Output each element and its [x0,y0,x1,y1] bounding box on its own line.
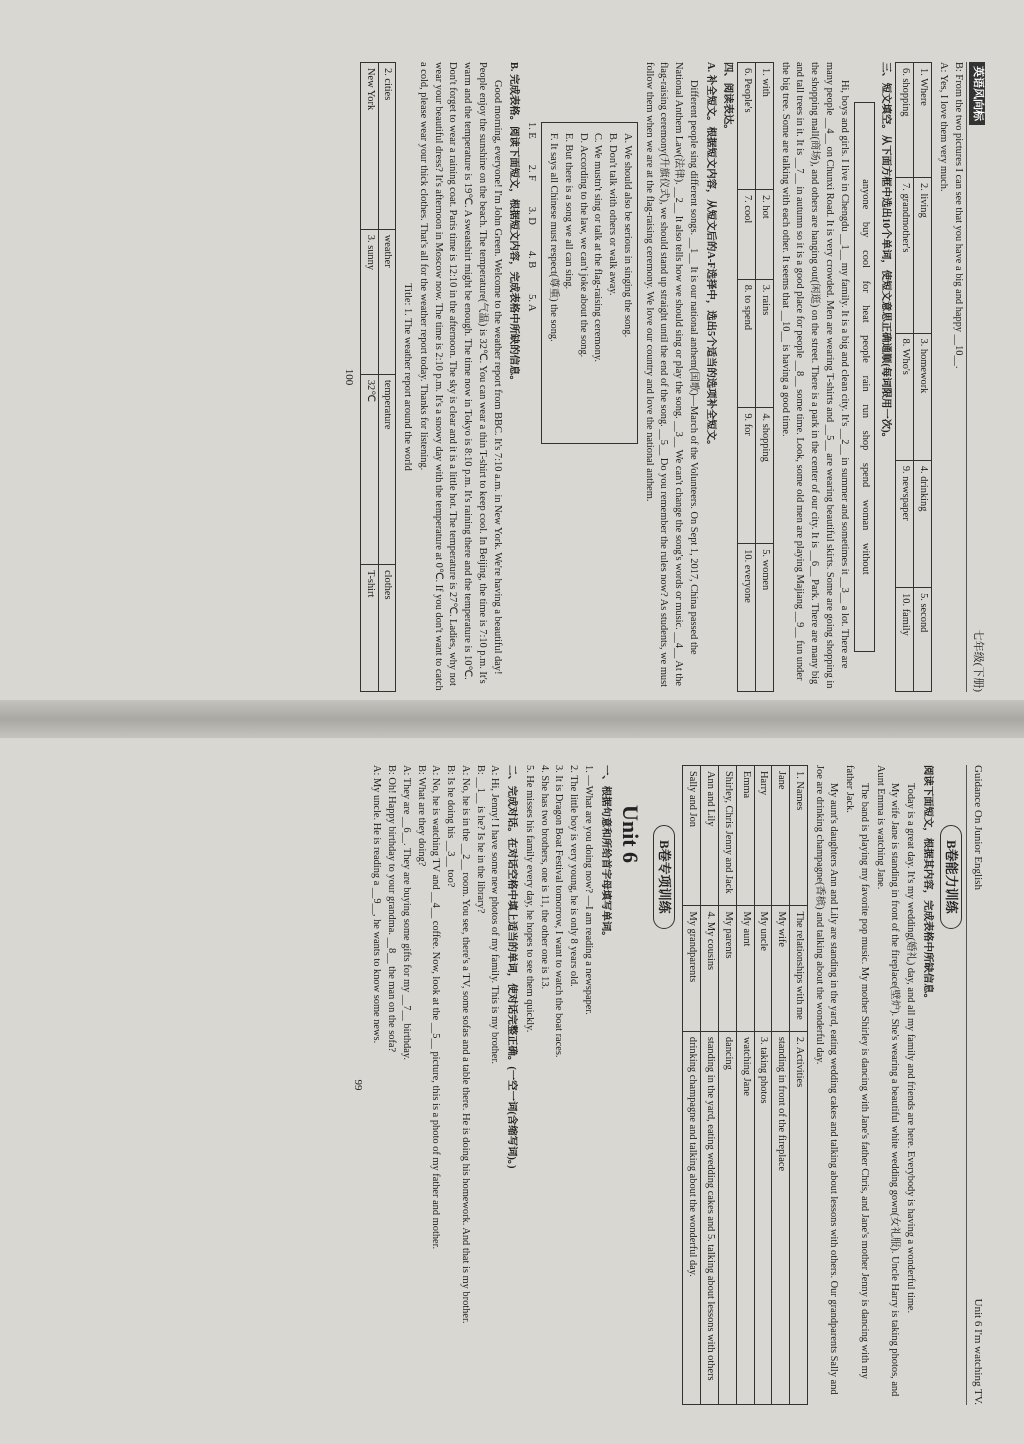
section-heading: 一、根据句意和所给首字母填写单词。 [599,765,611,942]
option-item: C. We mustn't sing or talk at the flag-raising ceremony. [592,133,604,362]
paragraph: My wife Jane is standing in front of the fireplace(壁炉). She's wearing a beautiful white wedding gown(女礼服). Uncle Harry is taking photos, and Aunt Emma is watching Jane. [874,765,901,1397]
word-box: anyone buy cool for heat people rain run shop spend woman without [854,102,875,652]
answer-table [895,62,932,692]
paragraph: The band is playing my favorite pop music. My mother Shirley is dancing with Jane's father Chris, and Jane's mother Jenny is dancing with my father Jack. [844,765,870,1379]
table-cell: My uncle [754,906,772,1031]
book-title: Guidance On Junior English [972,765,984,890]
table-cell: 8. Who's [896,333,914,460]
option-answers [523,122,538,692]
list-item: 2. The little boy is very young, he is only 8 years old. [568,765,580,987]
table-cell: 2. cities [378,63,396,230]
page-header [966,62,985,692]
grade-label: 七年级(下册) [972,629,984,692]
page-99 [349,765,985,1405]
table-cell: 7. grandmother's [896,178,914,333]
table-cell: My aunt [736,906,754,1031]
answer-item: 4. B [526,250,538,269]
table-cell: standing in the yard, eating wedding cakes and 5. talking about lessons with others [701,1031,719,1404]
table-cell: 4. My cousins [701,906,719,1031]
table-cell: Sally and Jon [683,766,701,906]
table-title: Title: 1. The weather report around the world [402,283,414,471]
option-item: B. Don't talk with others or walk away. [607,133,619,296]
paragraph: Today is a great day. It's my wedding(婚礼) day, and all my family and friends are here. Everybody is having a wonderful time. [905,783,917,1314]
table-cell: 5. second [914,588,932,692]
weather-table [360,62,397,692]
table-cell: 6. People's [738,63,756,190]
cloze-passage: Hi, boys and girls. I live in Chengdu __1__ my family. It is a big and clean city. It's __2__ in summer and sometimes it __3__ a lot. There are many people __4__ on Chunxi Road. It is very crowded. Men are wearing T-shirts and __5__ are wearing beautiful skirts. Some are going shopping in the shopping mall(商场), and others are hanging out(闲逛) on the street. There is a park in the center of our city. It is __6__ Park. There are many big and tall trees in it. It is __7__ in autumn so it is a good place for people __8__ some time. Look, some old men are playing Majiang __9__ fun under the big tree. Some are talking with each other. It seems that __10__ is having a good time. [779,62,850,689]
table-header: The relationships with me [790,906,808,1031]
list-item: 4. She has two brothers, one is 11, the other one is 13. [538,765,550,990]
paragraph: My aunt's daughters Ann and Lily are standing in the yard, eating wedding cakes and talking about lessons with others. Our grandparents Sally and Joe are drinking champagne(香槟) and talking about the wonderful day. [813,765,840,1395]
option-item: E. But there is a song we all can sing. [562,133,574,290]
table-cell: 4. drinking [914,460,932,587]
table-cell: My grandparents [683,906,701,1031]
dialogue-line: A: They are __6__. They are buying some gifts for my __7__ birthday. [400,765,412,1061]
page-number: 99 [351,1079,364,1091]
table-cell: 3. sunny [360,229,378,374]
table-cell: 9. for [738,408,756,544]
answer-item: 3. D [526,206,538,225]
table-cell: My wife [772,906,790,1031]
list-item: 3. It is Dragon Boat Festival tomorrow, I want to watch the boat races. [553,765,565,1058]
table-cell: 2. living [914,178,932,333]
dialogue-line: B: Oh! Happy birthday to your grandma. __8__ the man on the sofa? [386,765,398,1053]
dialogue-line: A: Yes, I love them very much. [937,62,949,192]
dialogue-line: B: __1__ is he? Is he in the library? [474,765,486,914]
cloze-answer-table [737,62,774,692]
dialogue-line: A: No, he is watching TV and __4__ coffee. Now, look at the __5__ picture, this is a photo of my father and mother. [430,765,442,1250]
table-cell: standing in front of the fireplace [772,1031,790,1404]
dialogue-line: A: Hi, Jenny! I have some new photos of my family. This is my brother. [489,765,501,1064]
section-heading: 三、短文填空。从下面方框中选出10个单词，使短文意思正确通顺(每词限用一次)。 [880,62,892,443]
dialogue-line: A: No, he is in the __2__ room. You see, there's a TV, some sofas and a table there. He is doing his homework. And that is my brother. [459,765,471,1324]
table-cell: 2. hot [756,189,774,279]
table-cell: drinking champagne and talking about the wonderful day. [683,1031,701,1404]
table-cell: 1. Where [914,63,932,178]
table-cell: dancing [718,1031,736,1404]
dialogue-line: A: My uncle. He is reading a __9__, he wants to know some news. [371,765,383,1044]
options-box [541,122,638,444]
table-cell: Harry [754,766,772,906]
table-cell: 3. rains [756,279,774,408]
table-cell: 7. cool [738,189,756,279]
table-cell: New York [360,63,378,230]
relationship-table [682,765,807,1405]
table-cell: 6. shopping [896,63,914,178]
table-cell: 3. homework [914,333,932,460]
page-header [966,765,985,1405]
page-99-region [0,735,1024,1444]
table-cell: clothes [378,565,396,692]
table-header: 2. Activities [790,1031,808,1404]
table-cell: weather [378,229,396,374]
option-item: D. According to the law, we can't joke about the song. [577,133,589,358]
table-cell: 8. to spend [738,279,756,408]
table-cell: 1. with [756,63,774,190]
table-cell: Jane [772,766,790,906]
unit-title: Unit 6 I'm watching TV. [972,1298,984,1405]
dialogue-line: B: From the two pictures I can see that you have a big and happy __10__. [953,62,965,369]
list-item: 5. He misses his family every day, he hopes to see them quickly. [523,765,535,1033]
table-cell: temperature [378,374,396,564]
dialogue-line: B: What are they doing? [415,765,427,867]
page-100 [340,62,985,692]
table-cell: 9. newspaper [896,460,914,587]
section-badge: B卷专项训练 [653,825,675,929]
brand-label: 英语风向标 [969,62,985,125]
table-cell: Ann and Lily [701,766,719,906]
table-cell: T-shirt [360,565,378,692]
table-cell: 3. taking photos [754,1031,772,1404]
answer-item: 5. A [526,294,538,312]
table-cell: My parents [718,906,736,1031]
option-item: F. It says all Chinese must respect(尊重) the song. [548,133,560,342]
page-100-region [0,0,1024,705]
reading-passage: Different people sing different songs. __1__ It is our national anthem(国歌)—March of the Volunteers. On Sept 1, 2017, China passed the National Anthem Law(法律). __2__ It also tells how we should sing or play the song. __3__ We can't change the song's words or music. __4__ At the flag-raising ceremony(升旗仪式), we should stand up straight until the end of the song. __5__ Do you remember the rules now? As students, we must follow them when we are at the flag-raising ceremony. We love our country and love the national anthem. [643,62,699,688]
table-cell: 5. women [756,544,774,692]
option-item: A. We should also be serious in singing the song. [621,133,633,338]
table-cell: Shirley, Chris Jenny and Jack [718,766,736,906]
section-subheading: A. 补全短文。根据短文内容，从短文后的A-F选择中，选出5个适当的选项补全短文。 [704,62,716,451]
table-cell: watching Jane [736,1031,754,1404]
table-cell: 10. family [896,588,914,692]
section-heading: 四、阅读表达。 [722,62,734,135]
dialogue-line: B: Is he doing his __3__ too? [445,765,457,888]
list-item: 1. —What are you doing now? —I am reading a newspaper. [583,765,594,1015]
table-header: 1. Names [790,766,808,906]
section-subheading: B. 完成表格。阅读下面短文，根据短文内容，完成表格中所缺的信息。 [508,62,520,386]
unit-heading: Unit 6 [618,805,643,864]
table-cell: 32℃ [360,374,378,564]
weather-passage: Good morning, everyone! I'm John Green. Welcome to the weather report from BBC. It's 7:10 a.m. in New York. We're having a beautiful day! People enjoy the sunshine on the beach. The temperature(气温) is 32℃. You can wear a thin T-shirt to keep cool. In Beijing, the time is 7:10 p.m. It's warm and the temperature is 19℃. A sweatshirt might be enough. The time now in Tokyo is 8:10 p.m. It's raining there and the temperature is 10℃. Don't forget to wear a raining coat. Paris time is 12:10 in the afternoon. The sky is clear and it is a little hot. The temperature is 27℃. Ladies, why not wear your beautiful dress? It's afternoon in Moscow now. The time is 2:10 p.m. It's a snowy day with the temperature at 0℃. If you don't want to catch a cold, please wear your thick clothes. That's all for the weather report today. Thanks for listening. [417,62,503,691]
section-heading: 二、完成对话。在对话空格中填上适当的单词，使对话完整正确。(一空一词(含缩写词)。) [506,765,518,1169]
table-cell: 4. shopping [756,408,774,544]
instruction: 阅读下面短文，根据其内容，完成表格中所缺信息。 [921,765,933,1004]
answer-item: 1. E [526,122,538,139]
answer-item: 2. F [526,164,538,181]
table-cell: 10. everyone [738,544,756,692]
page-number: 100 [342,368,355,386]
table-cell: Emma [736,766,754,906]
section-badge: B卷能力训练 [940,825,962,929]
